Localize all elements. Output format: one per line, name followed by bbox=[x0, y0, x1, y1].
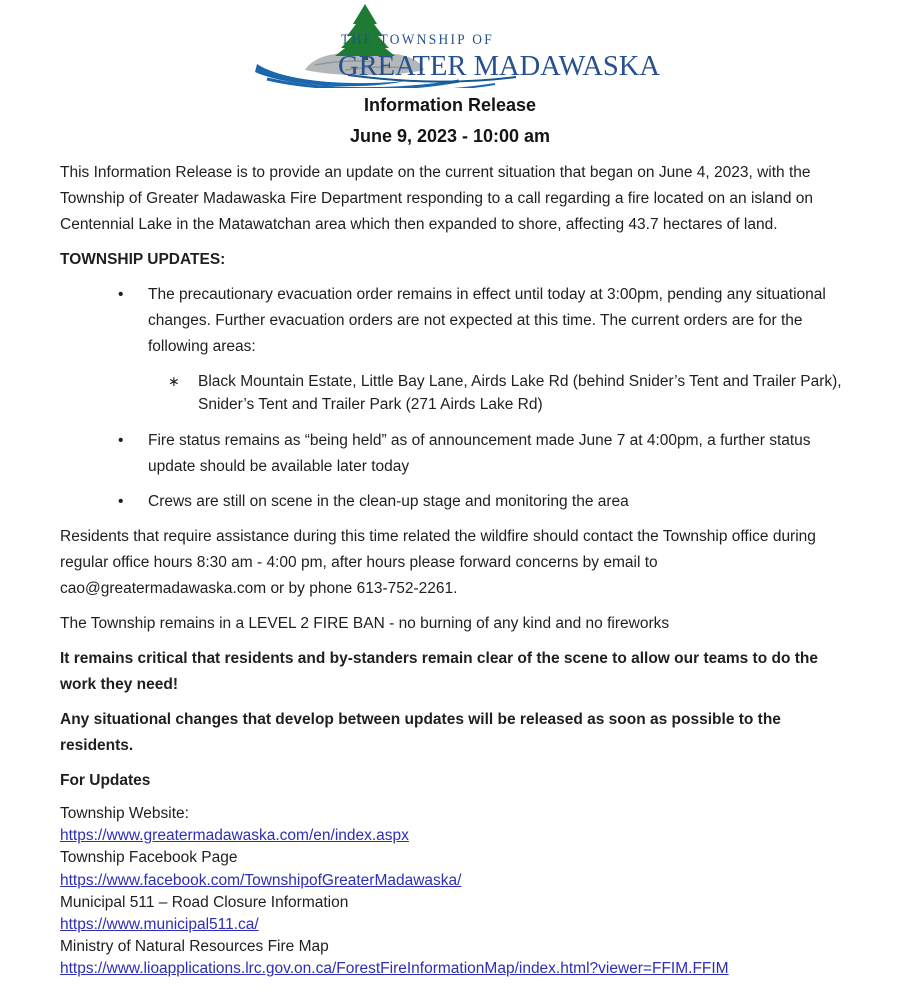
list-item bbox=[60, 428, 848, 480]
resource-links bbox=[60, 803, 848, 981]
bullet-text: Crews are still on scene in the clean-up stage and monitoring the area bbox=[148, 493, 629, 510]
facebook-page-link[interactable]: https://www.facebook.com/TownshipofGreaterMadawaska/ bbox=[60, 871, 462, 889]
logo-graphic bbox=[253, 4, 663, 88]
updates-bullet-list bbox=[60, 282, 848, 515]
fire-ban-paragraph: The Township remains in a LEVEL 2 FIRE BAN - no burning of any kind and no fireworks bbox=[60, 615, 670, 632]
link-label-facebook: Township Facebook Page bbox=[60, 849, 238, 867]
municipal511-link[interactable]: https://www.municipal511.ca/ bbox=[60, 916, 259, 934]
list-item bbox=[60, 489, 848, 515]
township-logo bbox=[8, 0, 900, 88]
logo-name-text: GREATER MADAWASKA bbox=[338, 50, 661, 82]
bullet-marker: • bbox=[118, 493, 124, 510]
sub-bullet-text: Black Mountain Estate, Little Bay Lane, Airds Lake Rd (behind Snider’s Tent and Trailer Park), Snider’s Tent and Trailer Park (271 Airds Lake Rd) bbox=[198, 373, 842, 413]
link-label-website: Township Website: bbox=[60, 805, 189, 822]
sub-bullet-marker: ∗ bbox=[168, 373, 180, 389]
situational-changes-paragraph: Any situational changes that develop between updates will be released as soon as possible to the residents. bbox=[60, 711, 781, 754]
link-label-fire-map: Ministry of Natural Resources Fire Map bbox=[60, 938, 329, 956]
page-title: Information Release bbox=[363, 95, 537, 115]
township-website-link[interactable]: https://www.greatermadawaska.com/en/index.aspx bbox=[60, 827, 409, 845]
list-item bbox=[60, 282, 848, 360]
release-datetime: June 9, 2023 - 10:00 am bbox=[349, 126, 551, 146]
assistance-paragraph: Residents that require assistance during this time related the wildfire should contact the Township office during regular office hours 8:30 am - 4:00 pm, after hours please forward concerns by email to cao@greatermadawaska.com or by phone 613-752-2261. bbox=[60, 528, 816, 597]
township-updates-heading: TOWNSHIP UPDATES: bbox=[60, 251, 226, 268]
bullet-text: Fire status remains as “being held” as of announcement made June 7 at 4:00pm, a further status update should be available later today bbox=[148, 432, 811, 475]
link-label-municipal511: Municipal 511 – Road Closure Information bbox=[60, 893, 349, 911]
bullet-marker: • bbox=[118, 286, 124, 303]
document-body bbox=[0, 160, 900, 981]
fire-map-link[interactable]: https://www.lioapplications.lrc.gov.on.ca/ForestFireInformationMap/index.html?viewer=FFIM.FFIM bbox=[60, 960, 729, 978]
bullet-marker: • bbox=[118, 432, 124, 449]
list-item-sub bbox=[60, 370, 848, 416]
logo-township-of-text: THE TOWNSHIP OF bbox=[341, 32, 494, 48]
bullet-text: The precautionary evacuation order remains in effect until today at 3:00pm, pending any situational changes. Further evacuation orders are not expected at this time. The current orders are for the following areas: bbox=[148, 286, 826, 355]
critical-notice-paragraph: It remains critical that residents and by-standers remain clear of the scene to allow our teams to do the work they need! bbox=[60, 650, 818, 693]
intro-paragraph: This Information Release is to provide an update on the current situation that began on June 4, 2023, with the Township of Greater Madawaska Fire Department responding to a call regarding a fire located on an island on Centennial Lake in the Matawatchan area which then expanded to shore, affecting 43.7 hectares of land. bbox=[60, 164, 814, 233]
for-updates-heading: For Updates bbox=[60, 772, 151, 789]
